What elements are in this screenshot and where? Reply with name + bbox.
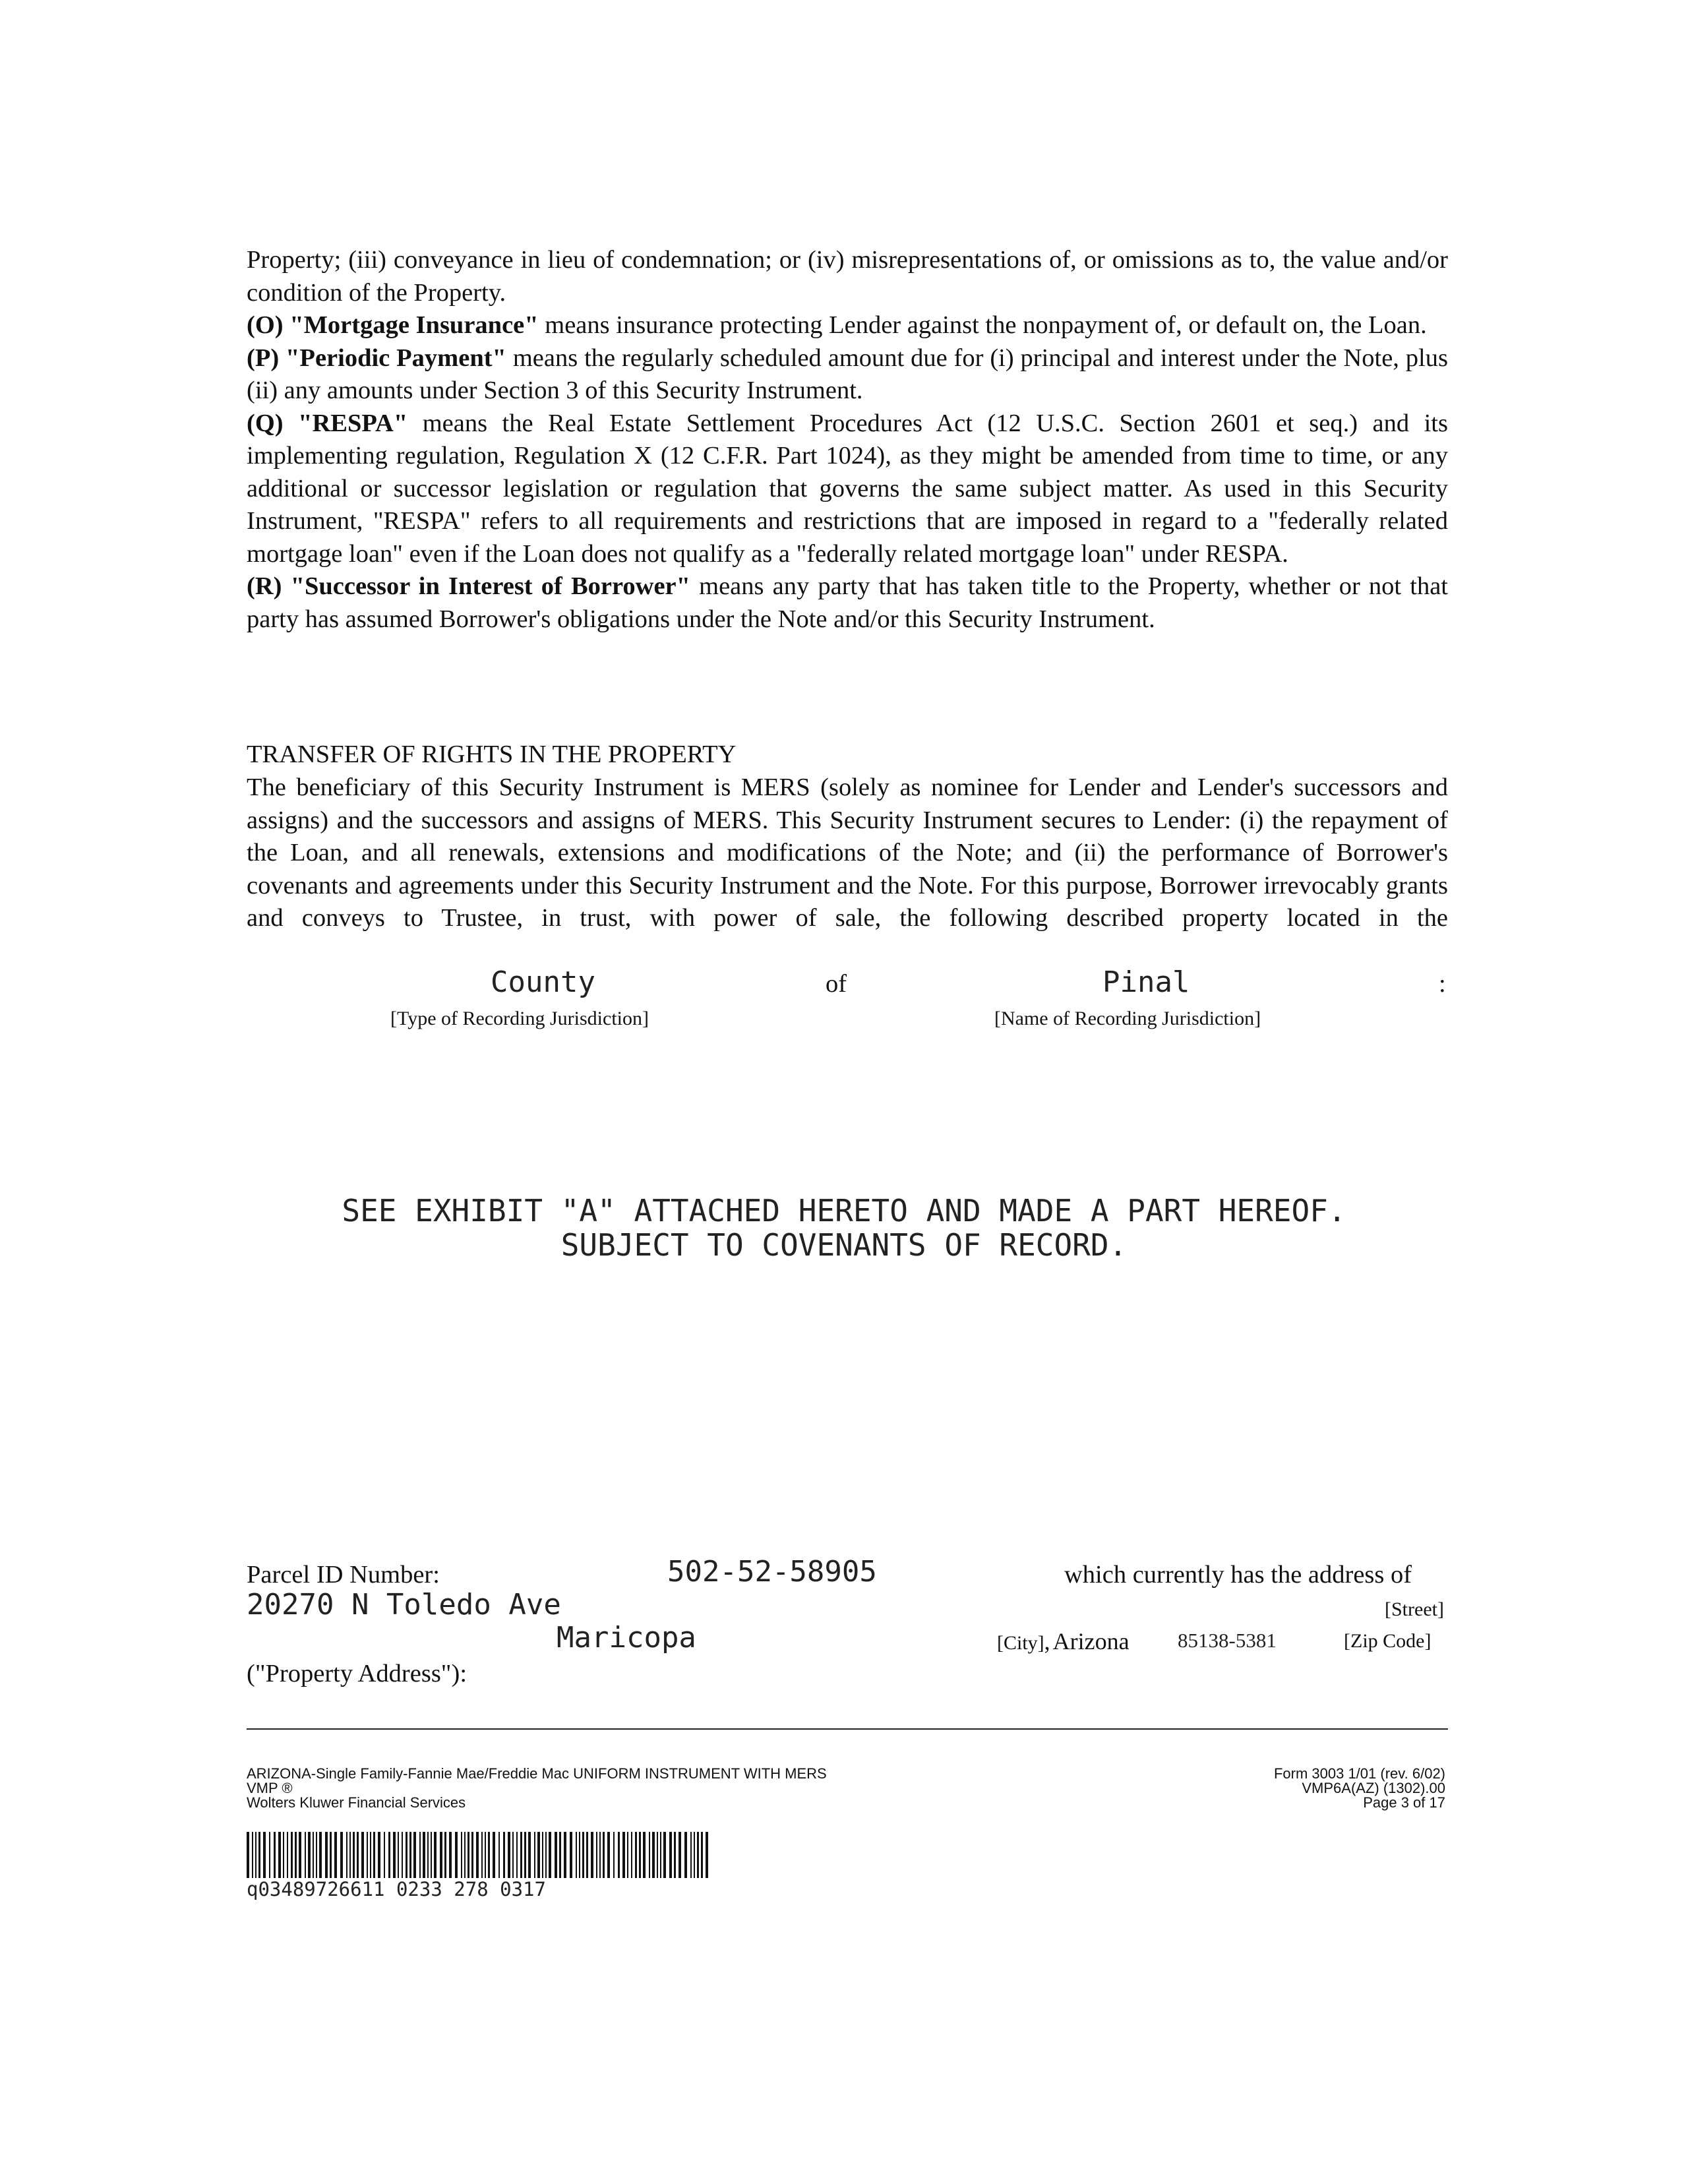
city-state-line: [997, 1627, 1130, 1655]
footer-vmp-code: VMP6A(AZ) (1302).00: [1302, 1780, 1445, 1796]
zip-caption: [Zip Code]: [1344, 1630, 1432, 1652]
footer-divider: [247, 1728, 1448, 1730]
footer-publisher: Wolters Kluwer Financial Services: [247, 1794, 466, 1811]
footer-vmp-mark: VMP ®: [247, 1780, 293, 1796]
jurisdiction-name-caption: [Name of Recording Jurisdiction]: [994, 1008, 1261, 1029]
definitions-section: [247, 244, 1448, 636]
zip-value: 85138-5381: [1178, 1629, 1277, 1652]
footer-form-title: ARIZONA-Single Family-Fannie Mae/Freddie Mac UNIFORM INSTRUMENT WITH MERS: [247, 1765, 827, 1782]
parcel-id-label: Parcel ID Number:: [247, 1561, 440, 1589]
definition-q-text: means the Real Estate Settlement Procedures Act (12 U.S.C. Section 2601 et seq.) and its implementing regulation, Regulation X (12 C.F.R. Part 1024), as they might be amended from time to time, or any additional or successor legislation or regulation that governs the same subject matter. As used in this Security Instrument, "RESPA" refers to all requirements and restrictions that are imposed in regard to a "federally related mortgage loan" even if the Loan does not qualify as a "federally related mortgage loan" under RESPA.: [247, 409, 1448, 568]
definition-p-text: means the regularly scheduled amount due for (i) principal and interest under the Note, plus (ii) any amounts under Section 3 of this Security Instrument.: [247, 344, 1448, 404]
exhibit-line-2: SUBJECT TO COVENANTS OF RECORD.: [560, 1227, 1128, 1263]
property-address-label: ("Property Address"):: [247, 1660, 467, 1687]
transfer-paragraph: The beneficiary of this Security Instrument is MERS (solely as nominee for Lender and Lender's successors and assigns) and the successors and assigns of MERS. This Security Instrument secures to Lender: (i) the repayment of the Loan, and all renewals, extensions and modifications of the Note; and (ii) the performance of Borrower's covenants and agreements under this Security Instrument and the Note. For this purpose, Borrower irrevocably grants and conveys to Trustee, in trust, with power of sale, the following described property located in the: [247, 774, 1448, 932]
city-value: Maricopa: [557, 1621, 696, 1654]
legal-description: [0, 1194, 1688, 1262]
jurisdiction-of-word: of: [826, 970, 847, 998]
parcel-id-number: 502-52-58905: [667, 1555, 877, 1589]
definition-q: [247, 408, 1448, 571]
footer-form-number: Form 3003 1/01 (rev. 6/02): [1273, 1765, 1445, 1782]
exhibit-line-1: SEE EXHIBIT "A" ATTACHED HERETO AND MADE A PART HEREOF.: [342, 1193, 1346, 1228]
definition-r-term: (R) "Successor in Interest of Borrower": [247, 572, 690, 600]
street-value: 20270 N Toledo Ave: [247, 1588, 561, 1622]
address-lead-text: which currently has the address of: [1064, 1561, 1412, 1589]
state-value: Arizona: [1052, 1628, 1130, 1654]
definition-r: [247, 570, 1448, 636]
barcode-image: [247, 1832, 712, 1878]
definition-o: [247, 309, 1448, 342]
barcode-number: q03489726611 0233 278 0317: [247, 1878, 546, 1900]
street-caption: [Street]: [1385, 1598, 1444, 1620]
definition-n-continuation: Property; (iii) conveyance in lieu of condemnation; or (iv) misrepresentations of, or omissions as to, the value and/or condition of the Property.: [247, 246, 1448, 307]
state-separator: ,: [1044, 1628, 1050, 1654]
jurisdiction-type-caption: [Type of Recording Jurisdiction]: [390, 1008, 649, 1029]
definition-o-text: means insurance protecting Lender against the nonpayment of, or default on, the Loan.: [538, 311, 1427, 339]
definition-r-text: means any party that has taken title to the Property, whether or not that party has assumed Borrower's obligations under the Note and/or this Security Instrument.: [247, 572, 1448, 633]
footer-page-number: Page 3 of 17: [1363, 1794, 1445, 1811]
jurisdiction-colon: :: [1439, 970, 1446, 998]
jurisdiction-name-value: Pinal: [1102, 965, 1190, 999]
transfer-heading: TRANSFER OF RIGHTS IN THE PROPERTY: [247, 741, 737, 768]
city-caption: [City]: [997, 1632, 1044, 1654]
jurisdiction-type-value: County: [491, 965, 595, 999]
definition-p-term: (P) "Periodic Payment": [247, 344, 506, 372]
definition-o-term: (O) "Mortgage Insurance": [247, 311, 539, 339]
definition-q-term: (Q) "RESPA": [247, 409, 408, 437]
definition-p: [247, 342, 1448, 408]
